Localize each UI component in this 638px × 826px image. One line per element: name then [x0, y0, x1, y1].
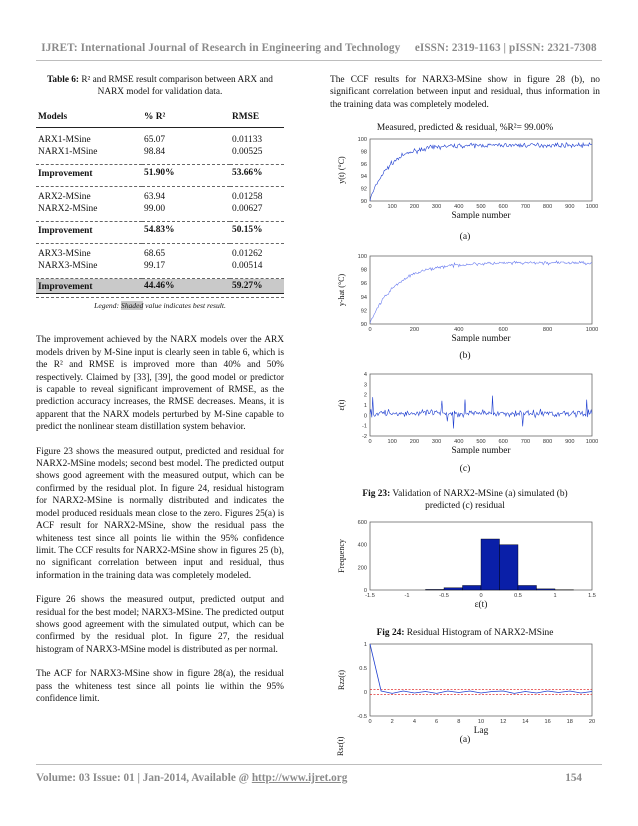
- fig24-caption: Fig 24: Residual Histogram of NARX2-MSine: [376, 628, 554, 638]
- bottom-ylabel: Rsε(t): [336, 736, 345, 756]
- y-axis-label: Rzz(t): [337, 670, 346, 690]
- x-axis-label: Sample number: [451, 334, 511, 342]
- x-tick-label: 100: [387, 204, 397, 210]
- plot-area: [370, 644, 592, 716]
- plot-area: [370, 374, 592, 436]
- x-tick-label: 0: [368, 719, 372, 725]
- x-tick-label: 900: [565, 439, 575, 445]
- x-tick-label: 16: [544, 719, 551, 725]
- paragraph: The improvement achieved by the NARX models over the ARX models driven by M-Sine input is clearly seen in table 6, which is the R² and RMSE is improved more than 40% and 50% respectively. Claimed by [33], [39], the good model or predictor is capable to reveal significant improvement of RMSE, as the prediction accuracy increases, the RMSE decreases. Means, it is apparent that the NARX models perturbed by M-Sine capable to predict the nonlinear steam distillation system behavior.: [36, 335, 284, 433]
- y-tick-label: 92: [360, 186, 367, 193]
- x-tick-label: 300: [431, 204, 442, 210]
- fig24-wrap: [330, 518, 600, 610]
- x-tick-label: 700: [520, 439, 531, 445]
- y-tick-label: 400: [357, 542, 367, 549]
- y-tick-label: 98: [360, 149, 367, 156]
- fig23c-label: (c): [459, 463, 471, 474]
- fig25a-chart: [330, 640, 600, 740]
- y-tick-label: 0.5: [359, 666, 367, 672]
- y-tick-label: 100: [357, 254, 367, 260]
- fig23c-chart: [330, 370, 600, 454]
- fig25a-label: (a): [459, 734, 471, 745]
- y-tick-label: 94: [360, 174, 367, 181]
- y-tick-label: 0: [363, 588, 367, 594]
- x-tick-label: 600: [498, 327, 508, 333]
- fig23a-wrap: [330, 135, 600, 219]
- page-header: [0, 42, 638, 54]
- table-legend: Legend: Shaded value indicates best result.: [36, 297, 284, 312]
- right-column: [330, 74, 600, 123]
- x-tick-label: 700: [520, 204, 531, 210]
- histogram-bar: [426, 589, 445, 590]
- x-axis-label: ε(t): [474, 600, 488, 610]
- x-tick-label: 800: [542, 327, 553, 333]
- fig23: [330, 123, 600, 133]
- y-tick-label: 0: [363, 690, 367, 696]
- y-tick-label: 96: [360, 281, 367, 288]
- x-tick-label: 18: [566, 719, 573, 725]
- x-axis-label: Sample number: [451, 446, 511, 454]
- y-tick-label: 2: [363, 392, 367, 399]
- x-axis-label: Lag: [473, 726, 489, 736]
- table-row: ARX3-MSine 68.65 0.01262: [38, 249, 263, 259]
- x-tick-label: 14: [522, 719, 529, 725]
- footer-rule: [36, 764, 602, 765]
- x-tick-label: 0: [368, 204, 372, 210]
- y-tick-label: -2: [362, 434, 367, 440]
- y-tick-label: 98: [360, 267, 367, 274]
- y-tick-label: 1: [363, 642, 367, 648]
- x-tick-label: 800: [542, 439, 553, 445]
- x-tick-label: -0.5: [439, 593, 449, 599]
- issn: eISSN: 2319-1163 | pISSN: 2321-7308: [414, 42, 597, 54]
- histogram-bar: [500, 545, 519, 590]
- table-row-best: Improvement 44.46% 59.27%: [36, 279, 284, 294]
- x-tick-label: 1000: [585, 204, 599, 210]
- page-number: 154: [565, 772, 582, 784]
- y-axis-label: Frequency: [337, 539, 346, 573]
- fig23b-label: (b): [459, 350, 471, 361]
- x-axis-label: Sample number: [451, 211, 511, 219]
- x-tick-label: 20: [588, 719, 596, 725]
- x-tick-label: 400: [454, 204, 464, 210]
- x-tick-label: 500: [476, 439, 486, 445]
- y-tick-label: 200: [357, 565, 367, 572]
- x-tick-label: 400: [454, 439, 464, 445]
- x-tick-label: -1.5: [365, 593, 375, 599]
- y-tick-label: 100: [357, 137, 367, 143]
- histogram-bar: [444, 588, 463, 590]
- x-tick-label: 4: [412, 719, 416, 725]
- x-tick-label: 1.5: [588, 593, 596, 599]
- fig23a-label: (a): [459, 231, 471, 242]
- x-tick-label: 1000: [585, 439, 599, 445]
- table-row: Improvement 51.90% 53.66%: [38, 167, 263, 179]
- x-tick-label: 0: [479, 593, 483, 599]
- x-tick-label: 200: [409, 439, 420, 445]
- paragraph: Figure 23 shows the measured output, predicted and residual for NARX2-MSine models; second best model. The predicted output shows good agreement with the measured output, which can be confirmed by the residual plot. In figure 24, residual histogram for NARX2-MSine is normally distributed and indicates the model produced residuals mean close to the zero. Figures 25(a) is ACF result for NARX2-MSine, show the residual pass the whiteness test since all points lie within the 95% confidence limit. The CCF results for NARX2-MSine show in figures 25 (b), no significant correlation between input and residual, thus information in the training data was completely modeled.: [36, 446, 284, 581]
- paragraph: Figure 26 shows the measured output, predicted output and residual for the best model; NARX3-MSine. The predicted output shows good agreement with the simulated output, which can be confirmed by the residual plot. In figure 27, the residual histogram of NARX3-MSine model is distributed as per normal.: [36, 595, 284, 655]
- y-tick-label: 1: [363, 403, 367, 409]
- x-tick-label: 200: [409, 204, 420, 210]
- y-tick-label: 0: [363, 413, 367, 420]
- x-tick-label: 6: [435, 719, 439, 725]
- table-row: Improvement 54.83% 50.15%: [38, 224, 263, 236]
- x-tick-label: 900: [565, 204, 575, 210]
- x-tick-label: 600: [498, 439, 508, 445]
- table-header-row: Models % R² RMSE: [36, 110, 284, 128]
- x-tick-label: 1: [553, 593, 557, 599]
- histogram-bar: [537, 589, 556, 590]
- table-row: NARX1-MSine 98.84 0.00525: [38, 147, 263, 157]
- x-tick-label: 0.5: [514, 593, 522, 599]
- x-tick-label: 0: [368, 327, 372, 333]
- table-row: NARX2-MSine 99.00 0.00627: [38, 204, 263, 214]
- histogram-bar: [463, 585, 482, 590]
- y-axis-label: ε(t): [337, 399, 346, 411]
- fig23c-wrap: [330, 370, 600, 454]
- y-tick-label: 600: [357, 520, 367, 526]
- table6: [36, 110, 284, 294]
- fig25a-wrap: [330, 640, 600, 740]
- plot-area: [370, 256, 592, 324]
- paragraph: The ACF for NARX3-MSine show in figure 28(a), the residual pass the whiteness test since all points lie within the 95% confidence limit.: [36, 669, 284, 704]
- y-tick-label: 94: [360, 294, 367, 301]
- y-tick-label: 90: [360, 199, 367, 205]
- x-tick-label: 12: [500, 719, 507, 725]
- table-row: NARX3-MSine 99.17 0.00514: [38, 261, 263, 271]
- journal-name: IJRET: International Journal of Research in Engineering and Technology: [41, 42, 401, 54]
- x-tick-label: 100: [387, 439, 397, 445]
- fig24-chart: [330, 518, 600, 610]
- paragraph: The CCF results for NARX3-MSine show in figure 28 (b), no significant correlation between input and residual, thus information in the training data was completely modeled.: [330, 75, 600, 110]
- histogram-bar: [518, 585, 537, 590]
- journal-link[interactable]: http://www.ijret.org: [251, 772, 348, 784]
- page-footer: Volume: 03 Issue: 01 | Jan-2014, Available @ http://www.ijret.org 154: [36, 772, 582, 784]
- fig23a-chart: [330, 135, 600, 219]
- left-column: [36, 74, 284, 717]
- x-tick-label: -1: [404, 593, 410, 599]
- fig23-title: Measured, predicted & residual, %R²= 99.00%: [376, 123, 554, 133]
- fig23b-wrap: [330, 252, 600, 342]
- table6-caption: Table 6: R² and RMSE result comparison between ARX and NARX model for validation data.: [47, 75, 273, 97]
- x-tick-label: 400: [454, 327, 464, 333]
- table-row: ARX2-MSine 63.94 0.01258: [38, 192, 263, 202]
- y-tick-label: 96: [360, 161, 367, 168]
- histogram-bar: [481, 539, 500, 590]
- y-axis-label: y-hat (°C): [337, 273, 346, 307]
- x-tick-label: 2: [390, 719, 394, 725]
- y-tick-label: -0.5: [357, 714, 367, 720]
- x-tick-label: 0: [368, 439, 372, 445]
- y-tick-label: 92: [360, 308, 367, 315]
- y-tick-label: 3: [363, 382, 367, 389]
- x-tick-label: 500: [476, 204, 486, 210]
- table-row: ARX1-MSine 65.07 0.01133: [38, 135, 263, 145]
- y-tick-label: -1: [362, 423, 367, 430]
- y-tick-label: 90: [360, 322, 367, 328]
- plot-area: [370, 139, 592, 201]
- x-tick-label: 200: [409, 327, 420, 333]
- x-tick-label: 1000: [585, 327, 599, 333]
- header-rule: [36, 60, 602, 61]
- x-tick-label: 8: [457, 719, 461, 725]
- x-tick-label: 300: [431, 439, 442, 445]
- x-tick-label: 800: [542, 204, 553, 210]
- fig23b-chart: [330, 252, 600, 342]
- x-tick-label: 600: [498, 204, 508, 210]
- y-axis-label: y(t) (°C): [337, 156, 346, 184]
- y-tick-label: 4: [363, 372, 367, 378]
- x-tick-label: 10: [477, 719, 485, 725]
- fig23-caption: Fig 23: Validation of NARX2-MSine (a) simulated (b) predicted (c) residual: [362, 489, 568, 511]
